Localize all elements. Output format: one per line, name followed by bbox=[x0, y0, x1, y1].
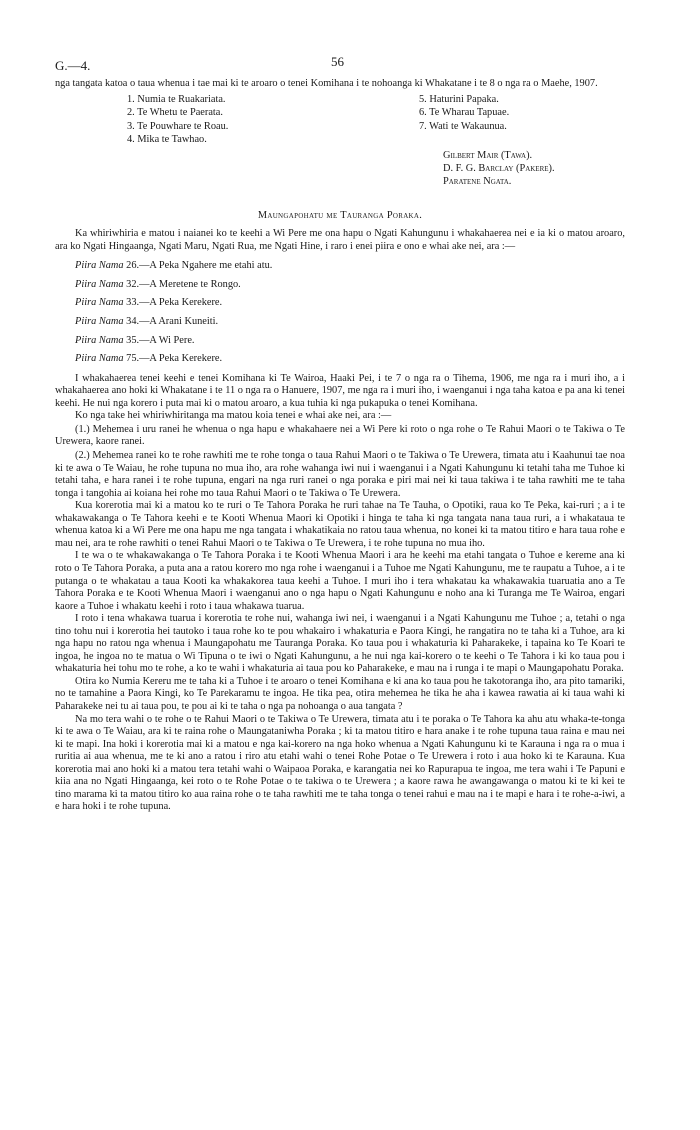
list-item: 4. Mika te Tawhao. bbox=[127, 134, 207, 146]
list-item: 3. Te Pouwhare te Roau. bbox=[127, 120, 229, 132]
claim-item bbox=[75, 332, 625, 351]
list-item: 5. Haturini Papaka. bbox=[419, 93, 499, 105]
claim-item bbox=[75, 294, 625, 313]
signature: Gilbert Mair (Tawa). bbox=[443, 149, 533, 161]
signature: D. F. G. Barclay (Pakere). bbox=[443, 162, 555, 174]
page-number: 56 bbox=[331, 54, 344, 69]
section-heading: Maungapohatu me Tauranga Poraka. bbox=[257, 209, 423, 221]
paragraph: I te wa o te whakawakanga o Te Tahora Poraka i te Kooti Whenua Maori i ara he keehi ma etahi tangata o Tuhoe e kereme ana ki roto o Te Tahora Poraka, a puta ana a ratou korero mo nga rohe i waenganui i a Tuhoe me Ngati Kahungunu, me te raupatu a Tuhoe, a i te putanga o te whakatau a taua Kooti ka whakakorea taua keehi a Tuhoe. I muri iho i tera whakatau ka whakawakia tuaruatia ano a Te Tahora Poraka e te Kooti Whenua Maori i waenganui ano o nga hapu o Ngati Kahungunu e noho ana ki Turanga me Te Wairoa, engari kaore a Tuhoe i whakatu keehi i roto i taua whakawa tuarua. bbox=[55, 550, 625, 612]
claim-text: 34.—A Arani Kuneiti. bbox=[123, 315, 219, 327]
claim-text: 32.—A Meretene te Rongo. bbox=[123, 278, 241, 290]
signatures bbox=[443, 149, 625, 188]
claim-label: Piira Nama bbox=[75, 278, 124, 290]
paragraph: Ka whiriwhiria e matou i naianei ko te keehi a Wi Pere me ona hapu o Ngati Kahungunu i whakahaerea nei e ia ki o matou aroaro, ara ko Ngati Hingaanga, Ngati Maru, Ngati Rua, me Ngati Hine, i raro i enei piira e ono e whai ake nei, ara :— bbox=[55, 228, 625, 252]
document-page bbox=[55, 56, 625, 814]
paragraph: I roto i tena whakawa tuarua i korerotia te rohe nui, wahanga iwi nei, i waenganui i a Ngati Kahungunu me Tuhoe ; a, tetahi o nga tino tohu nui i korerotia hei tautoko i taua rohe ko te pou whakairo i whakaturia e Paora Kingi, he rangatira no te taha ki a Tuhoe, ara ki nga hapu no ratou nga whenua i Maungapohatu me Tauranga Poraka. Ko taua pou i whakaturia ki Paharakeke, i tapaina ko Te Koari te ingoa, he ingoa no te matua o Wi Tipuna o te iwi o Ngati Kahungunu, a he nui nga kai-korero o te keehi o Te Tahora i ki ko taua pou i whakaturia hei tohu mo te rohe, a ko te wahi i whakaturia ai taua pou ko Paharakeke, e mau na i runga i te mapi o Maungapohatu Poraka. bbox=[55, 613, 625, 675]
paragraph: Na mo tera wahi o te rohe o te Rahui Maori o te Takiwa o Te Urewera, timata atu i te poraka o Te Tahora ka ahu atu whaka-te-tonga ki te awa o Te Waiau, ara ki te raina rohe o Maungataniwha Poraka ; ki ta matou titiro e hara anake i te rohe tupuna taua raina e mau nei ki te mapi. Ina hoki i korerotia mai ki a matou e nga kai-korero na nga hoko whenua a Ngati Kahungunu ki te Karauna i nga ra o mua i ruritia ai aua whenua, me te ki ano a ratou i riro atu etahi wahi o tenei Rohe Potae o Te Urewera i roto i aua hoko ki te Karauna. Kua korerotia mai ano hoki ki a matou tera tetahi wahi o Waipaoa Poraka, e karangatia nei ko Rapurapua te ingoa, me tera wahi i Te Papuni e kiia ana no Ngati Hingaanga, kei roto o te Rohe Potae o te takiwa o te Urewera ; a kaore rawa he awangawanga o matou ki te ki kei te tino marama ki ta matou titiro ko aua raina rohe o te taha rawhiti me te taha tonga o tenei rahui e mau na i te mapi e hara i te rohe-a-iwi, a e hara hoki i te rohe tupuna. bbox=[55, 713, 625, 813]
claim-list bbox=[75, 257, 625, 369]
paragraph: (2.) Mehemea ranei ko te rohe rawhiti me te rohe tonga o taua Rahui Maori o te Takiwa o Te Urewera, timata atu i Kaahunui tae noa ki te awa o Te Waiau, he rohe tupuna no mua iho, ara rohe wahanga iwi nui i waenganui i a Ngati Kahungunu ki tetahi taha me Tuhoe ki tetahi taha, e hara ranei i te rohe tupuna, engari na nga ruri ranei o nga poraka e piri mai nei ki taua takiwa i te taha rawhiti me te taha tonga i tangohia ai koiana hei rohe mo taua Rahui Maori o te Takiwa o Te Urewera. bbox=[55, 450, 625, 499]
name-list bbox=[55, 93, 625, 149]
claim-text: 26.—A Peka Ngahere me etahi atu. bbox=[123, 260, 273, 272]
claim-text: 35.—A Wi Pere. bbox=[123, 334, 195, 346]
list-item: 1. Numia te Ruakariata. bbox=[127, 93, 226, 105]
name-list-right bbox=[419, 93, 509, 134]
claim-label: Piira Nama bbox=[75, 353, 124, 365]
claim-label: Piira Nama bbox=[75, 260, 124, 272]
claim-text: 75.—A Peka Kerekere. bbox=[123, 353, 223, 365]
paragraph: Kua korerotia mai ki a matou ko te ruri o Te Tahora Poraka he ruri tahae na Te Tauha, o Opotiki, raua ko Te Peka, kai-ruri ; a i te whakawakanga o Te Tahora keehi e te Kooti Whenua Maori ki Opotiki i hinga te taha ki nga tangata nana taua ruri, a i whakataua te whenua katoa ki a Wi Pere me ona hapu me nga tangata i whakatikaia no ratou taua whenua, no konei ki ta matou titiro e hara taua rohe e mau nei, ara te rohe rawhiti o tenei Rahui Maori o te Takiwa o Te Urewera, i te rohe tupuna no mua iho. bbox=[55, 500, 625, 549]
document-code: G.—4. bbox=[55, 58, 91, 73]
signature: Paratene Ngata. bbox=[443, 175, 512, 187]
claim-label: Piira Nama bbox=[75, 297, 124, 309]
page-header bbox=[55, 56, 625, 76]
paragraph: Ko nga take hei whiriwhiritanga ma matou koia tenei e whai ake nei, ara :— bbox=[75, 410, 392, 422]
claim-label: Piira Nama bbox=[75, 315, 124, 327]
intro-paragraph: nga tangata katoa o taua whenua i tae mai ki te aroaro o tenei Komihana i te nohoanga ki Whakatane i te 8 o nga ra o Maehe, 1907. bbox=[55, 78, 598, 89]
claim-item bbox=[75, 257, 625, 276]
claim-label: Piira Nama bbox=[75, 334, 124, 346]
list-item: 6. Te Wharau Tapuae. bbox=[419, 107, 510, 119]
paragraph: (1.) Mehemea i uru ranei he whenua o nga hapu e whakahaere nei a Wi Pere ki roto o nga rohe o Te Rahui Maori o te Takiwa o Te Urewera, kaore ranei. bbox=[55, 423, 625, 448]
claim-item bbox=[75, 276, 625, 295]
list-item: 2. Te Whetu te Paerata. bbox=[127, 107, 223, 119]
name-list-left bbox=[127, 93, 228, 147]
paragraph: Otira ko Numia Kereru me te taha ki a Tuhoe i te aroaro o tenei Komihana e ki ana ko taua pou he takotoranga iho, ara pito tamariki, no te tamahine a Paora Kingi, ko Te Parekaramu te ingoa. He tika pea, otira mehemea he tika he aha i kawea rawatia ai ki taua wahi ki Paharakeke nei tu ai taua pou, te pou ai ki te taha o nga pa nohoanga o aua tangata ? bbox=[55, 675, 625, 712]
claim-item bbox=[75, 313, 625, 332]
claim-item bbox=[75, 350, 625, 369]
paragraph: I whakahaerea tenei keehi e tenei Komihana ki Te Wairoa, Haaki Pei, i te 7 o nga ra o Tihema, 1906, me nga ra i muri iho, a i whakahaerea ano hoki ki Whakatane i te 11 o nga ra o Hanuere, 1907, me nga ra i muri iho, i waenganui i nga taha katoa e pa ana ki tenei keehi. He nui nga korero i puta mai ki o matou aroaro, a kua tuhia ki nga pukapuka o tenei Komihana. bbox=[55, 372, 625, 409]
claim-text: 33.—A Peka Kerekere. bbox=[123, 297, 223, 309]
list-item: 7. Wati te Wakaunua. bbox=[419, 120, 507, 132]
